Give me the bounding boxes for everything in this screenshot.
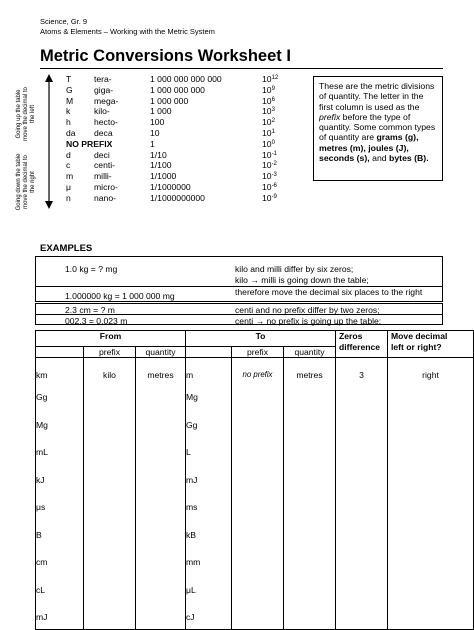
prefix-power <box>262 74 278 84</box>
from-unit-cell-text: μs <box>36 502 46 512</box>
from-prefix-cell[interactable] <box>84 358 136 386</box>
info-box <box>313 76 443 181</box>
prefix-power <box>262 85 275 95</box>
prefix-name: milli- <box>94 171 112 182</box>
to-prefix-cell[interactable] <box>232 605 284 629</box>
move-cell[interactable] <box>388 550 474 578</box>
table-row <box>36 495 474 523</box>
to-unit-cell <box>186 605 232 629</box>
prefix-factor: 1/1000000 <box>150 182 191 192</box>
from-quantity-header: quantity <box>136 347 186 358</box>
prefix-symbol: NO PREFIX <box>66 138 113 149</box>
from-prefix-cell[interactable] <box>84 578 136 606</box>
zeros-header-line2: difference <box>339 342 381 352</box>
course-label: Science, Gr. 9 <box>40 17 88 26</box>
power-exponent: 6 <box>271 96 275 103</box>
prefix-factor: 1/1000 <box>150 171 177 182</box>
from-prefix-cell[interactable] <box>84 605 136 629</box>
info-bold-types: grams (g), metres (m), joules (J), seconds (s), <box>319 132 419 164</box>
from-quantity-cell[interactable] <box>136 523 186 551</box>
power-exponent: 2 <box>271 118 275 125</box>
power-exponent: -1 <box>271 150 277 157</box>
to-prefix-cell[interactable] <box>232 550 284 578</box>
prefix-symbol: da <box>66 128 76 138</box>
from-unit-cell-text: kJ <box>36 474 45 485</box>
from-unit-cell-text: cL <box>36 584 46 595</box>
page-title: Metric Conversions Worksheet I <box>40 47 291 65</box>
prefix-name: centi- <box>94 160 116 171</box>
from-unit-cell <box>36 578 84 606</box>
example-1-answer: 1.000000 kg = 1 000 000 mg <box>65 291 175 301</box>
prefix-factor: 100 <box>150 117 165 128</box>
from-prefix-cell[interactable] <box>84 385 136 413</box>
to-unit-cell-text: mm <box>186 557 201 567</box>
example-1-reason-3: therefore move the decimal six places to the right <box>235 287 423 297</box>
zeros-cell[interactable] <box>336 358 388 386</box>
prefix-factor: 1/1000000000 <box>150 192 205 203</box>
to-unit-cell <box>186 468 232 496</box>
zeros-header <box>336 331 388 358</box>
example-1-question: 1.0 kg = ? mg <box>65 264 118 274</box>
example-2-reason-2: centi → no prefix is going up the table; <box>235 316 382 326</box>
zeros-cell[interactable] <box>336 578 388 606</box>
prefix-symbol: n <box>66 192 71 203</box>
zeros-cell[interactable] <box>336 468 388 496</box>
example-2-reason-1: centi and no prefix differ by two zeros; <box>235 305 380 315</box>
prefix-name: giga- <box>94 84 114 95</box>
power-base: 10 <box>262 106 272 117</box>
prefix-symbol: h <box>66 117 71 128</box>
prefix-symbol: M <box>66 95 74 106</box>
from-prefix-cell[interactable] <box>84 440 136 468</box>
prefix-name: mega- <box>94 95 119 106</box>
to-unit-cell <box>186 358 232 386</box>
move-cell[interactable] <box>388 358 474 386</box>
table-row <box>36 550 474 578</box>
move-cell[interactable] <box>388 578 474 606</box>
table-row <box>36 578 474 606</box>
to-header: To <box>186 331 336 347</box>
to-prefix-cell[interactable] <box>232 413 284 441</box>
power-exponent: 0 <box>271 139 275 146</box>
from-prefix-cell[interactable] <box>84 523 136 551</box>
to-prefix-cell-text: no prefix <box>242 370 273 379</box>
power-exponent: 12 <box>271 75 279 81</box>
prefix-factor: 1/100 <box>150 160 172 171</box>
from-prefix-cell-text: kilo <box>103 370 116 380</box>
from-unit-cell <box>36 605 84 629</box>
from-unit-cell <box>36 440 84 468</box>
to-unit-cell <box>186 385 232 413</box>
prefix-name: nano- <box>94 192 116 203</box>
to-quantity-cell[interactable] <box>284 495 336 523</box>
from-prefix-cell[interactable] <box>84 495 136 523</box>
table-row <box>36 413 474 441</box>
to-unit-cell-text: L <box>186 447 191 457</box>
move-cell[interactable] <box>388 440 474 468</box>
to-unit-cell-text: Mg <box>186 392 198 402</box>
move-header-line1: Move decimal <box>391 331 448 341</box>
from-header: From <box>36 331 186 347</box>
to-unit-cell <box>186 440 232 468</box>
to-unit-cell-text: Gg <box>186 419 198 430</box>
to-quantity-cell[interactable] <box>284 468 336 496</box>
prefix-factor: 1 000 <box>150 106 172 117</box>
move-cell-text: right <box>422 370 439 380</box>
to-prefix-cell[interactable] <box>232 468 284 496</box>
from-unit-cell-text: Mg <box>36 419 48 430</box>
prefix-name: micro- <box>94 182 118 192</box>
zeros-cell[interactable] <box>336 523 388 551</box>
prefix-power <box>262 139 275 149</box>
from-unit-cell-text: B <box>36 529 42 540</box>
power-base: 10 <box>262 74 272 84</box>
to-quantity-cell-text: metres <box>296 370 323 380</box>
from-prefix-header: prefix <box>84 347 136 358</box>
power-base: 10 <box>262 128 272 138</box>
conversion-rows <box>36 358 474 630</box>
to-quantity-cell[interactable] <box>284 550 336 578</box>
to-quantity-cell[interactable] <box>284 358 336 386</box>
power-exponent: -9 <box>271 193 277 200</box>
power-exponent: 1 <box>271 129 275 135</box>
prefix-factor: 1 000 000 000 <box>150 84 205 95</box>
prefix-power <box>262 117 275 127</box>
examples-heading: EXAMPLES <box>40 243 93 254</box>
conversion-table <box>35 330 474 630</box>
info-text: These are the metric divisions of quantity. The letter in the first column is used as the <box>319 81 435 112</box>
from-quantity-cell[interactable] <box>136 413 186 441</box>
zeros-cell[interactable] <box>336 413 388 441</box>
to-quantity-cell[interactable] <box>284 523 336 551</box>
from-unit-cell <box>36 468 84 496</box>
to-unit-cell <box>186 578 232 606</box>
from-unit-cell-text: mJ <box>36 612 48 622</box>
prefix-name: hecto- <box>94 117 118 128</box>
prefix-symbol: μ <box>66 182 71 192</box>
power-base: 10 <box>262 171 272 182</box>
from-quantity-cell[interactable] <box>136 550 186 578</box>
example-2-answer: 002.3 = 0.023 m <box>65 316 128 326</box>
power-base: 10 <box>262 182 272 192</box>
info-bold-bytes: bytes (B). <box>389 153 429 164</box>
move-cell[interactable] <box>388 413 474 441</box>
from-unit-cell-text: mL <box>36 447 48 457</box>
zeros-cell-text: 3 <box>359 370 364 380</box>
power-exponent: -2 <box>271 161 277 168</box>
to-unit-cell <box>186 495 232 523</box>
to-unit-cell-text: mJ <box>186 474 198 485</box>
power-base: 10 <box>262 117 272 128</box>
from-prefix-cell[interactable] <box>84 550 136 578</box>
move-cell[interactable] <box>388 605 474 629</box>
from-unit-cell <box>36 495 84 523</box>
zeros-header-line1: Zeros <box>339 331 363 341</box>
unit-label: Atoms & Elements – Working with the Metric System <box>40 27 215 36</box>
prefix-name: tera- <box>94 74 112 84</box>
to-quantity-cell[interactable] <box>284 440 336 468</box>
to-unit-cell <box>186 550 232 578</box>
table-row <box>36 468 474 496</box>
prefix-symbol: m <box>66 171 74 182</box>
move-cell[interactable] <box>388 385 474 413</box>
prefix-symbol: T <box>66 74 72 84</box>
prefix-name: deci <box>94 149 110 160</box>
from-quantity-cell[interactable] <box>136 605 186 629</box>
prefix-name: deca <box>94 128 113 138</box>
zeros-cell[interactable] <box>336 605 388 629</box>
move-cell[interactable] <box>388 468 474 496</box>
prefix-factor: 1/10 <box>150 149 167 160</box>
prefix-symbol: k <box>66 106 71 117</box>
title-rule <box>40 68 443 69</box>
side-label-down: Going down the table move the decimal to the right <box>16 153 36 211</box>
prefix-power <box>262 193 277 203</box>
prefix-power <box>262 160 277 170</box>
prefix-factor: 1 000 000 000 000 <box>150 74 222 84</box>
example-2-question: 2.3 cm = ? m <box>65 305 115 315</box>
move-cell[interactable] <box>388 523 474 551</box>
from-unit-cell <box>36 413 84 441</box>
power-base: 10 <box>262 95 272 106</box>
from-unit-cell-text: Gg <box>36 392 48 402</box>
from-quantity-cell[interactable] <box>136 358 186 386</box>
zeros-cell[interactable] <box>336 495 388 523</box>
example-1-reason-2: kilo → milli is going down the table; <box>235 275 369 285</box>
table-row <box>36 385 474 413</box>
info-prefix-word: prefix <box>319 111 341 122</box>
to-prefix-cell[interactable] <box>232 578 284 606</box>
from-prefix-cell[interactable] <box>84 468 136 496</box>
prefix-power <box>262 128 275 138</box>
from-quantity-cell[interactable] <box>136 440 186 468</box>
to-quantity-cell[interactable] <box>284 605 336 629</box>
info-text-3: and <box>369 153 390 164</box>
from-unit-cell <box>36 550 84 578</box>
from-quantity-cell[interactable] <box>136 495 186 523</box>
table-row <box>36 440 474 468</box>
to-quantity-cell[interactable] <box>284 578 336 606</box>
to-unit-cell <box>186 523 232 551</box>
from-quantity-cell[interactable] <box>136 578 186 606</box>
example-1-reason-1: kilo and milli differ by six zeros; <box>235 264 354 274</box>
prefix-power <box>262 150 277 160</box>
to-unit-cell <box>186 413 232 441</box>
to-prefix-cell[interactable] <box>232 440 284 468</box>
prefix-symbol: G <box>66 84 73 95</box>
from-unit-cell <box>36 358 84 386</box>
from-unit-cell <box>36 385 84 413</box>
table-row <box>36 358 474 386</box>
from-unit-cell-text: km <box>36 370 48 380</box>
power-base: 10 <box>262 160 272 171</box>
prefix-power <box>262 171 277 181</box>
power-base: 10 <box>262 138 272 149</box>
prefix-factor: 1 000 000 <box>150 95 189 106</box>
to-unit-cell-text: m <box>186 370 194 380</box>
to-prefix-cell[interactable] <box>232 523 284 551</box>
power-base: 10 <box>262 149 272 160</box>
info-text-2: before the type of quantity. Some common types of quantity are <box>319 111 436 143</box>
from-prefix-cell[interactable] <box>84 413 136 441</box>
from-quantity-cell-text: metres <box>147 370 174 380</box>
move-cell[interactable] <box>388 495 474 523</box>
from-unit-cell-text: cm <box>36 557 48 567</box>
move-header <box>388 331 474 358</box>
from-quantity-cell[interactable] <box>136 468 186 496</box>
zeros-cell[interactable] <box>336 385 388 413</box>
to-unit-cell-text: kB <box>186 529 197 540</box>
to-unit-cell-text: μL <box>186 584 196 595</box>
table-row <box>36 605 474 629</box>
power-base: 10 <box>262 192 272 203</box>
to-quantity-cell[interactable] <box>284 385 336 413</box>
prefix-power <box>262 106 275 116</box>
prefix-symbol: d <box>66 149 71 160</box>
power-exponent: 3 <box>271 107 275 114</box>
power-exponent: -6 <box>271 183 277 189</box>
side-label-up: Going up the table move the decimal to the left <box>16 87 36 141</box>
to-prefix-cell[interactable] <box>232 385 284 413</box>
prefix-power <box>262 96 275 106</box>
prefix-symbol: c <box>66 160 71 171</box>
power-base: 10 <box>262 84 272 95</box>
prefix-factor: 10 <box>150 128 160 138</box>
power-exponent: 9 <box>271 85 275 92</box>
to-quantity-cell[interactable] <box>284 413 336 441</box>
move-header-line2: left or right? <box>391 342 442 352</box>
to-prefix-cell[interactable] <box>232 495 284 523</box>
power-exponent: -3 <box>271 172 277 179</box>
table-row <box>36 523 474 551</box>
zeros-cell[interactable] <box>336 440 388 468</box>
to-prefix-header: prefix <box>232 347 284 358</box>
prefix-name: kilo- <box>94 106 110 117</box>
prefix-factor: 1 <box>150 138 155 149</box>
zeros-cell[interactable] <box>336 550 388 578</box>
to-quantity-header: quantity <box>284 347 336 358</box>
to-prefix-cell[interactable] <box>232 358 284 386</box>
from-unit-cell <box>36 523 84 551</box>
from-quantity-cell[interactable] <box>136 385 186 413</box>
prefix-power <box>262 182 277 192</box>
to-unit-cell-text: ms <box>186 502 198 512</box>
to-unit-cell-text: cJ <box>186 612 195 622</box>
